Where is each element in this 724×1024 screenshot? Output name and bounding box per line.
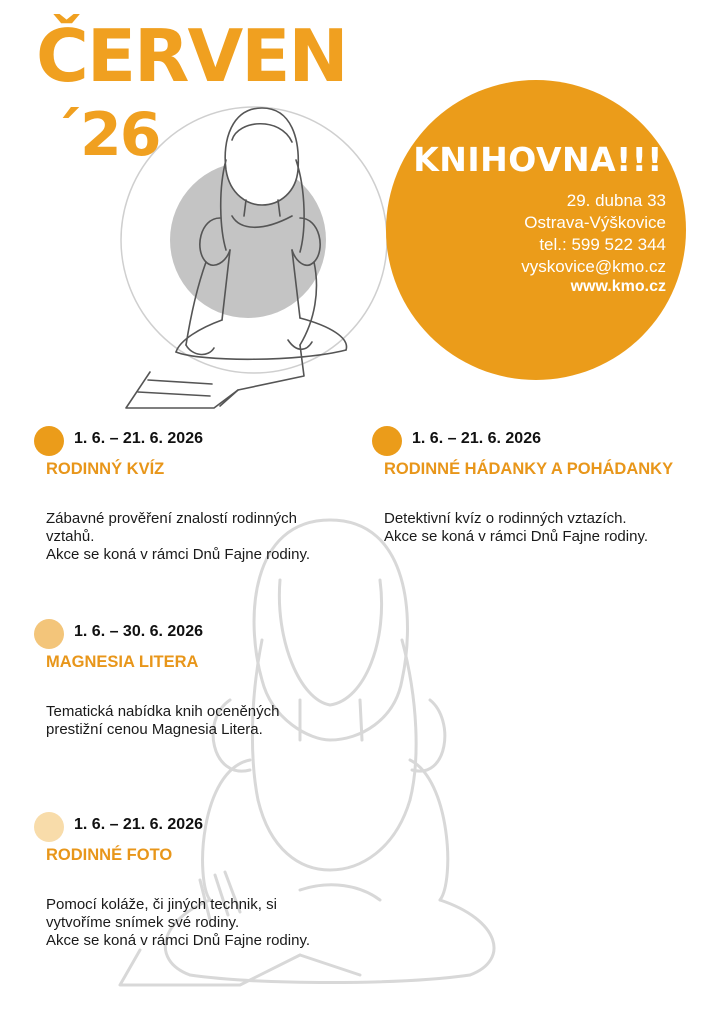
event-description-line: Akce se koná v rámci Dnů Fajne rodiny. <box>46 932 311 949</box>
event-dot <box>34 619 64 649</box>
event-dot <box>372 426 402 456</box>
event-date: 1. 6. – 30. 6. 2026 <box>74 623 203 640</box>
address-email[interactable]: vyskovice@kmo.cz <box>521 257 666 276</box>
event-title: MAGNESIA LITERA <box>46 653 199 671</box>
event-description-line: Detektivní kvíz o rodinných vztazích. <box>384 510 627 527</box>
event-title: RODINNÉ HÁDANKY A POHÁDANKY <box>384 460 674 478</box>
event-description <box>46 703 376 739</box>
website-link[interactable]: www.kmo.cz <box>570 278 666 295</box>
event-description-line: Tematická nabídka knih oceněných <box>46 703 280 720</box>
event-date: 1. 6. – 21. 6. 2026 <box>74 430 203 447</box>
month-heading: ČERVEN <box>36 14 347 98</box>
event-dot <box>34 426 64 456</box>
address-phone: tel.: 599 522 344 <box>539 235 666 254</box>
address-street: 29. dubna 33 <box>566 191 666 210</box>
event-description-line: prestižní cenou Magnesia Litera. <box>46 721 263 738</box>
event-title: RODINNÝ KVÍZ <box>46 460 165 478</box>
event-description <box>46 510 376 564</box>
event-description-line: vytvoříme snímek své rodiny. <box>46 914 240 931</box>
event-dot <box>34 812 64 842</box>
event-description-line: Akce se koná v rámci Dnů Fajne rodiny. <box>384 528 649 545</box>
event-date: 1. 6. – 21. 6. 2026 <box>412 430 541 447</box>
event-title: RODINNÉ FOTO <box>46 846 173 864</box>
event-description-line: vztahů. <box>46 528 95 545</box>
library-title: KNIHOVNA!!! <box>413 140 663 179</box>
event-description-line: Akce se koná v rámci Dnů Fajne rodiny. <box>46 546 311 563</box>
event-description <box>384 510 714 546</box>
year-heading: ´26 <box>52 100 160 170</box>
event-description <box>46 896 376 950</box>
event-date: 1. 6. – 21. 6. 2026 <box>74 816 203 833</box>
address-city: Ostrava-Výškovice <box>524 213 666 232</box>
event-description-line: Pomocí koláže, či jiných technik, si <box>46 896 277 913</box>
event-description-line: Zábavné prověření znalostí rodinných <box>46 510 297 527</box>
